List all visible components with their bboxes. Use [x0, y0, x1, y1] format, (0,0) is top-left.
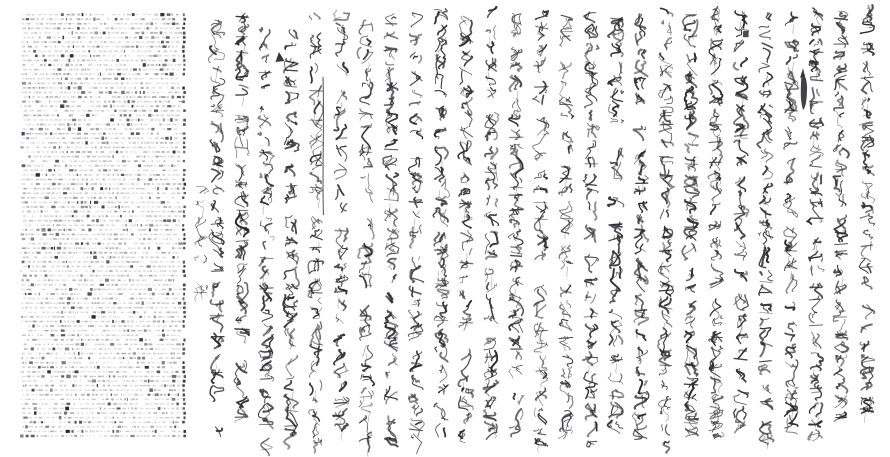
- calligraphy-column: [308, 13, 323, 453]
- calligraphy-column: [708, 7, 724, 439]
- calligraphy-column: [209, 20, 225, 437]
- calligraphy-column: [734, 11, 749, 433]
- calligraphy-column: [433, 9, 449, 437]
- calligraphy-column: [833, 11, 849, 421]
- calligraphy-column: [757, 13, 774, 449]
- calligraphy-column: [408, 13, 424, 454]
- calligraphy-column: [283, 30, 299, 449]
- calligraphy-column: [508, 13, 523, 437]
- calligraphy-column: [583, 12, 599, 447]
- calligraphy-column: [357, 20, 374, 456]
- ink-square: [743, 31, 749, 37]
- calligraphy-column: [194, 186, 209, 301]
- calligraphy-column: [682, 15, 699, 437]
- calligraphy-column: [483, 7, 498, 440]
- calligraphy-column: [258, 28, 274, 456]
- calligraphy-column: [532, 11, 548, 453]
- heavy-ink-blob: [800, 68, 807, 110]
- calligraphy-column: [333, 9, 349, 440]
- calligraphy-column: [608, 18, 624, 434]
- calligraphy-column: [783, 12, 798, 434]
- calligraphy-column: [558, 15, 573, 438]
- calligraphy-column: [458, 16, 473, 443]
- long-vertical-stroke: [323, 77, 324, 215]
- calligraphy-column: [234, 13, 249, 423]
- calligraphy-column: [859, 5, 875, 423]
- calligraphy-column: [632, 14, 648, 439]
- calligraphy-column: [658, 8, 674, 452]
- ink-blot: [276, 52, 285, 62]
- calligraphy-column: [383, 14, 399, 447]
- calligraphy-column: [807, 8, 824, 441]
